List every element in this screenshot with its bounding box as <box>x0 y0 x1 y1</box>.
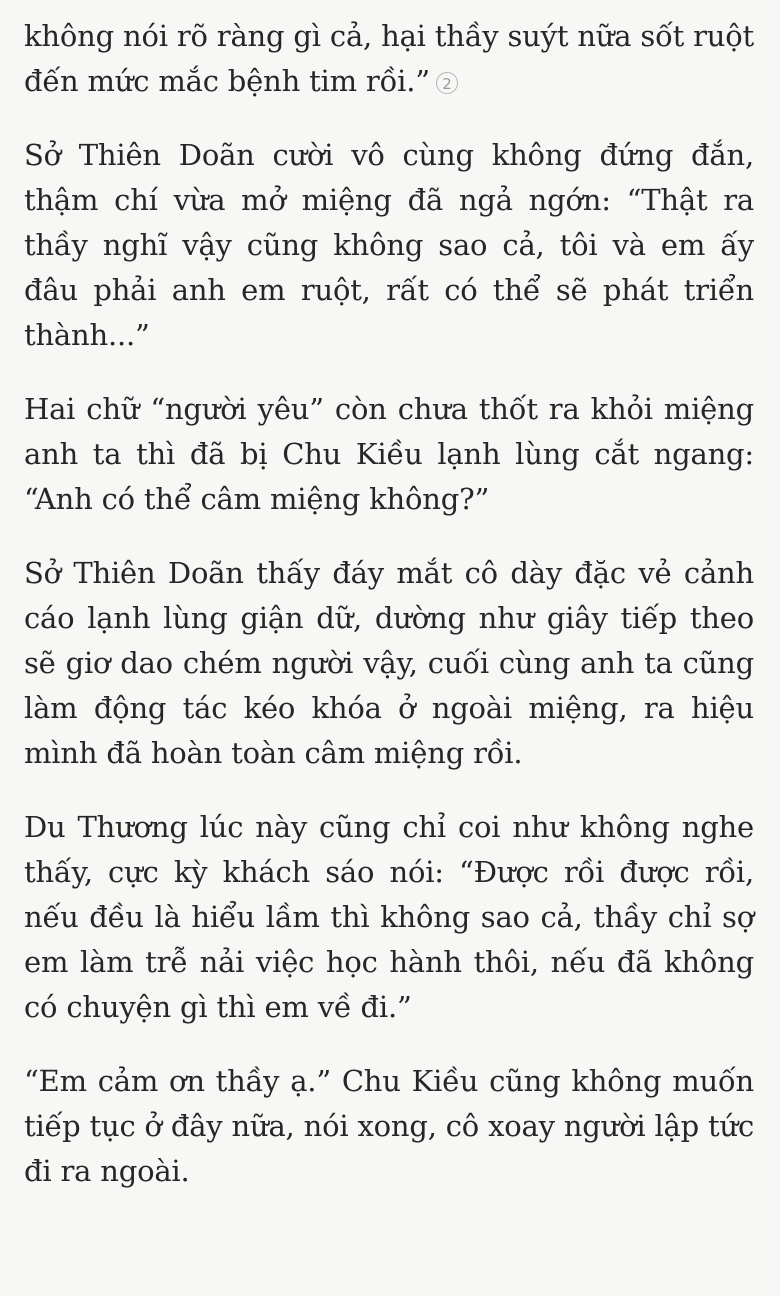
paragraph-1-text: không nói rõ ràng gì cả, hại thầy suýt nữa sốt ruột đến mức mắc bệnh tim rồi.” <box>24 19 754 98</box>
paragraph-2 <box>24 133 754 358</box>
paragraph-6 <box>24 1059 754 1194</box>
paragraph-5 <box>24 805 754 1030</box>
paragraph-1 <box>24 14 754 104</box>
paragraph-4 <box>24 551 754 776</box>
paragraph-3-text: Hai chữ “người yêu” còn chưa thốt ra khỏi miệng anh ta thì đã bị Chu Kiều lạnh lùng cắt ngang: “Anh có thể câm miệng không?” <box>24 392 754 516</box>
footnote-marker[interactable]: 2 <box>436 72 458 94</box>
paragraph-5-text: Du Thương lúc này cũng chỉ coi như không nghe thấy, cực kỳ khách sáo nói: “Được rồi được rồi, nếu đều là hiểu lầm thì không sao cả, thầy chỉ sợ em làm trễ nải việc học hành thôi, nếu đã không có chuyện gì thì em về đi.” <box>24 810 754 1024</box>
paragraph-6-text: “Em cảm ơn thầy ạ.” Chu Kiều cũng không muốn tiếp tục ở đây nữa, nói xong, cô xoay người lập tức đi ra ngoài. <box>24 1064 754 1188</box>
paragraph-2-text: Sở Thiên Doãn cười vô cùng không đứng đắn, thậm chí vừa mở miệng đã ngả ngớn: “Thật ra thầy nghĩ vậy cũng không sao cả, tôi và em ấy đâu phải anh em ruột, rất có thể sẽ phát triển thành...” <box>24 138 754 352</box>
paragraph-3 <box>24 387 754 522</box>
paragraph-4-text: Sở Thiên Doãn thấy đáy mắt cô dày đặc vẻ cảnh cáo lạnh lùng giận dữ, dường như giây tiếp theo sẽ giơ dao chém người vậy, cuối cùng anh ta cũng làm động tác kéo khóa ở ngoài miệng, ra hiệu mình đã hoàn toàn câm miệng rồi. <box>24 556 754 770</box>
